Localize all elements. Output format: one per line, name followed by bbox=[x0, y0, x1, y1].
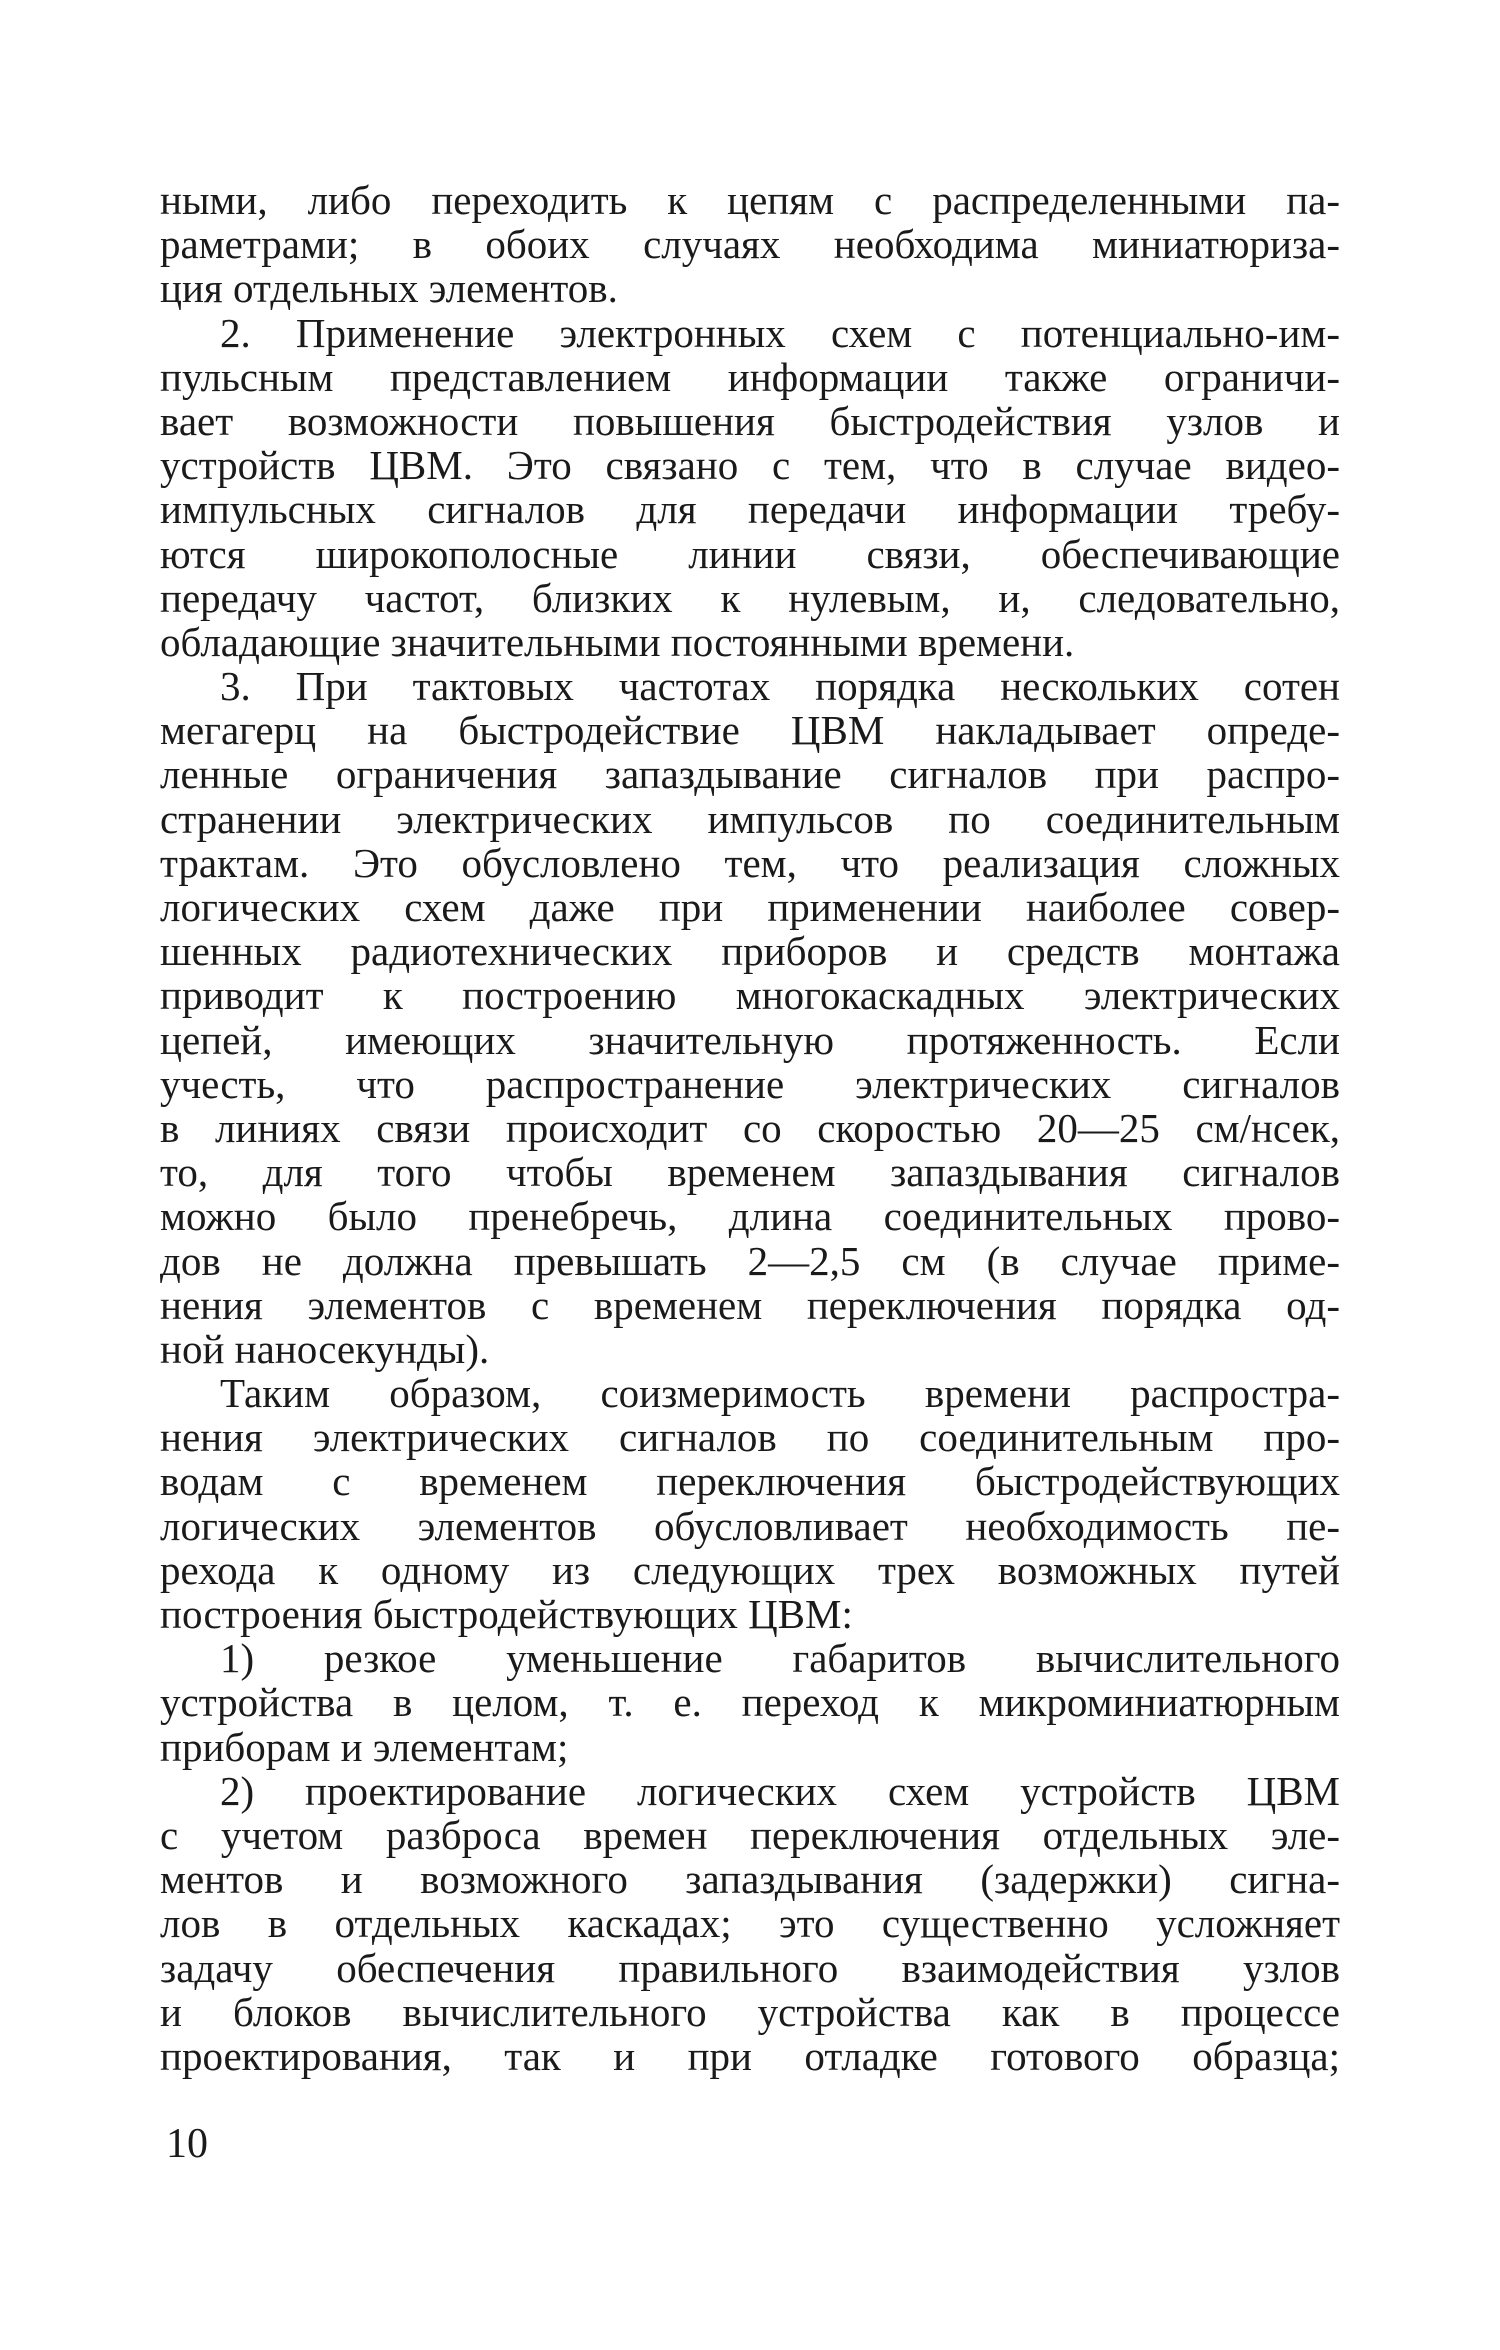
text-line: ленные ограничения запаздывание сигналов при распро- bbox=[160, 751, 1340, 798]
text-line: задачу обеспечения правильного взаимодействия узлов bbox=[160, 1944, 1340, 1991]
text-line: нения электрических сигналов по соединительным про- bbox=[160, 1414, 1340, 1461]
text-line: можно было пренебречь, длина соединительных прово- bbox=[160, 1193, 1340, 1240]
text-line: ются широкополосные линии связи, обеспечивающие bbox=[160, 530, 1340, 577]
text-line: вает возможности повышения быстродействия узлов и bbox=[160, 397, 1340, 444]
text-line: цепей, имеющих значительную протяженность. Если bbox=[160, 1016, 1340, 1063]
text-line: дов не должна превышать 2—2,5 см (в случае приме- bbox=[160, 1237, 1340, 1284]
text-line: мегагерц на быстродействие ЦВМ накладывает опреде- bbox=[160, 707, 1340, 754]
page-number: 10 bbox=[166, 2121, 208, 2167]
text-line: ментов и возможного запаздывания (задержки) сигна- bbox=[160, 1856, 1340, 1903]
text-line: раметрами; в обоих случаях необходима миниатюриза- bbox=[160, 221, 1340, 268]
text-line: то, для того чтобы временем запаздывания сигналов bbox=[160, 1149, 1340, 1196]
text-line: с учетом разброса времен переключения отдельных эле- bbox=[160, 1811, 1340, 1858]
text-line: водам с временем переключения быстродействующих bbox=[160, 1458, 1340, 1505]
text-line: 2) проектирование логических схем устройств ЦВМ bbox=[220, 1767, 1340, 1814]
text-line: ция отдельных элементов. bbox=[160, 265, 618, 312]
text-line: ной наносекунды). bbox=[160, 1325, 490, 1372]
text-line: устройств ЦВМ. Это связано с тем, что в случае видео- bbox=[160, 442, 1340, 489]
text-line: пульсным представлением информации также ограничи- bbox=[160, 353, 1340, 400]
page-body bbox=[160, 178, 1340, 2078]
text-line: импульсных сигналов для передачи информации требу- bbox=[160, 486, 1340, 533]
text-line: шенных радиотехнических приборов и средств монтажа bbox=[160, 928, 1340, 975]
text-line: странении электрических импульсов по соединительным bbox=[160, 795, 1340, 842]
text-line: приводит к построению многокаскадных электрических bbox=[160, 972, 1340, 1019]
text-line: построения быстродействующих ЦВМ: bbox=[160, 1591, 853, 1637]
text-line: проектирования, так и при отладке готового образца; bbox=[160, 2032, 1340, 2079]
text-line: устройства в целом, т. е. переход к микроминиатюрным bbox=[160, 1679, 1340, 1726]
text-line: в линиях связи происходит со скоростью 20—25 см/нсек, bbox=[160, 1104, 1340, 1151]
text-line: 1) резкое уменьшение габаритов вычислительного bbox=[220, 1635, 1340, 1682]
text-line: обладающие значительными постоянными времени. bbox=[160, 618, 1075, 665]
text-line: логических схем даже при применении наиболее совер- bbox=[160, 884, 1340, 930]
text-line: логических элементов обусловливает необходимость пе- bbox=[160, 1502, 1340, 1549]
text-line: ными, либо переходить к цепям с распределенными па- bbox=[160, 177, 1340, 223]
text-line: лов в отдельных каскадах; это существенно усложняет bbox=[160, 1900, 1340, 1947]
text-line: Таким образом, соизмеримость времени распростра- bbox=[220, 1370, 1340, 1417]
text-line: 3. При тактовых частотах порядка нескольких сотен bbox=[220, 663, 1340, 710]
text-line: рехода к одному из следующих трех возможных путей bbox=[160, 1546, 1340, 1593]
text-line: 2. Применение электронных схем с потенциально-им- bbox=[220, 309, 1340, 356]
text-line: учесть, что распространение электрических сигналов bbox=[160, 1060, 1340, 1107]
text-line: трактам. Это обусловлено тем, что реализация сложных bbox=[160, 839, 1340, 886]
text-line: передачу частот, близких к нулевым, и, следовательно, bbox=[160, 574, 1340, 621]
text-line: приборам и элементам; bbox=[160, 1723, 569, 1770]
text-line: нения элементов с временем переключения порядка од- bbox=[160, 1281, 1340, 1328]
text-line: и блоков вычислительного устройства как в процессе bbox=[160, 1988, 1340, 2035]
